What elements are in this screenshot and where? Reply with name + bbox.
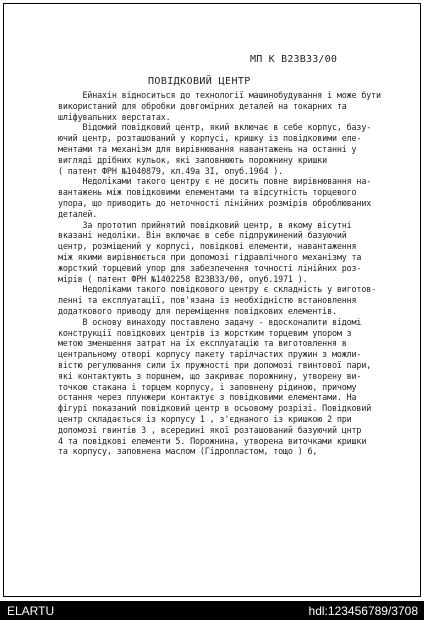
body-line: деталей. — [58, 208, 98, 219]
body-line: остання через плунжери контактує з повідковими елементами. На — [58, 392, 357, 403]
body-line: ленні та експлуатації, пов'язана із необхідністю встановлення — [58, 295, 357, 306]
classification-code: МП К В23В33/00 — [250, 54, 338, 65]
body-line: упора, що приводить до неточності лінійних розмірів оброблюваних — [58, 197, 372, 208]
body-line: шліфувальних верстатах. — [58, 111, 171, 122]
body-line: ючий центр, розташований у корпусі, кришку із повідковими еле- — [58, 133, 362, 144]
body-line: центр, розміщений у корпусі, повідкові елементи, навантаження — [58, 241, 357, 252]
footer-repository-name: ELARTU — [7, 604, 55, 618]
document-title: ПОВІДКОВИЙ ЦЕНТР — [148, 76, 251, 87]
footer-bar — [0, 601, 424, 620]
document-body — [58, 90, 418, 457]
body-line: ( патент ФРН №1040879, кл.49а 3І, опуб.1964 ). — [58, 165, 284, 176]
body-line: Недоліками такого повідкового центру є складність у виготов- — [58, 284, 376, 295]
body-line: центр складається із корпусу 1 , з'єднаного із кришкою 2 при — [58, 413, 352, 424]
body-line: які контактують з поршнем, що закриває порожнину, утворену ви- — [58, 370, 362, 381]
body-line: ментами та механізм для вирівнювання навантажень на останні у — [58, 143, 357, 154]
body-line: Ейнахін відноситься до технології машинобудування і може бути — [58, 90, 381, 100]
body-line: допомозі гвинтів 3 , всередині якої розташований базуючий цнтр — [58, 424, 362, 435]
body-line: центральному отворі корпусу пакету тарілчастих пружин з можли- — [58, 349, 362, 360]
body-line: В основу винаходу поставлено задачу - вдосконалити відомі — [58, 316, 362, 327]
body-line: Недоліками такого центру є не досить повне вирівнювання на- — [58, 176, 372, 187]
body-line: вістю регулювання сили їх пружності при допомозі гвинтової пари, — [58, 359, 372, 370]
body-line: вигляді дрібних кульок, які заповнюють порожнину кришки — [58, 154, 328, 165]
body-line: точкою стакана і торцем корпусу, і заповнену рідиною, причому — [58, 381, 357, 392]
body-line: між якими вирівнюється при допомозі гідравлічного механізму та — [58, 251, 362, 262]
body-line: вантажень між повідковими елементами та відсутність торцевого — [58, 187, 357, 198]
body-line: мірів ( патент ФРН №1402258 В23В33/00, опуб.1971 ). — [58, 273, 308, 284]
body-line: Відомий повідковий центр, який включає в себе корпус, базу- — [58, 122, 372, 133]
body-line: вказані недоліки. Він включає в себе підпружинений базуючий — [58, 230, 347, 241]
body-line: використаний для обробки довгомірних деталей на токарних та — [58, 100, 347, 111]
footer-handle-id: hdl:123456789/3708 — [308, 604, 418, 618]
body-line: фігурі показаний повідковий центр в осьовому розрізі. Повідковий — [58, 403, 372, 414]
body-line: додаткового приводу для переміщення повідкових елементів. — [58, 305, 337, 316]
body-line: 4 та повідкові елементи 5. Порожнина, утворена виточками кришки — [58, 435, 367, 446]
body-line: конструкції повідкових центрів із жорстким торцевим упором з — [58, 327, 352, 338]
body-line: метою зменшення затрат на їх експлуатацію та виготовлення в — [58, 338, 347, 349]
body-line: та корпусу, заповнена маслом (Гідропластом, тощо ) 6, — [58, 446, 318, 457]
body-line: За прототип прийнятий повідковий центр, в якому вісутні — [58, 219, 352, 230]
body-line: жорсткий торцевий упор для забезпечення точності лінійних роз- — [58, 262, 362, 273]
